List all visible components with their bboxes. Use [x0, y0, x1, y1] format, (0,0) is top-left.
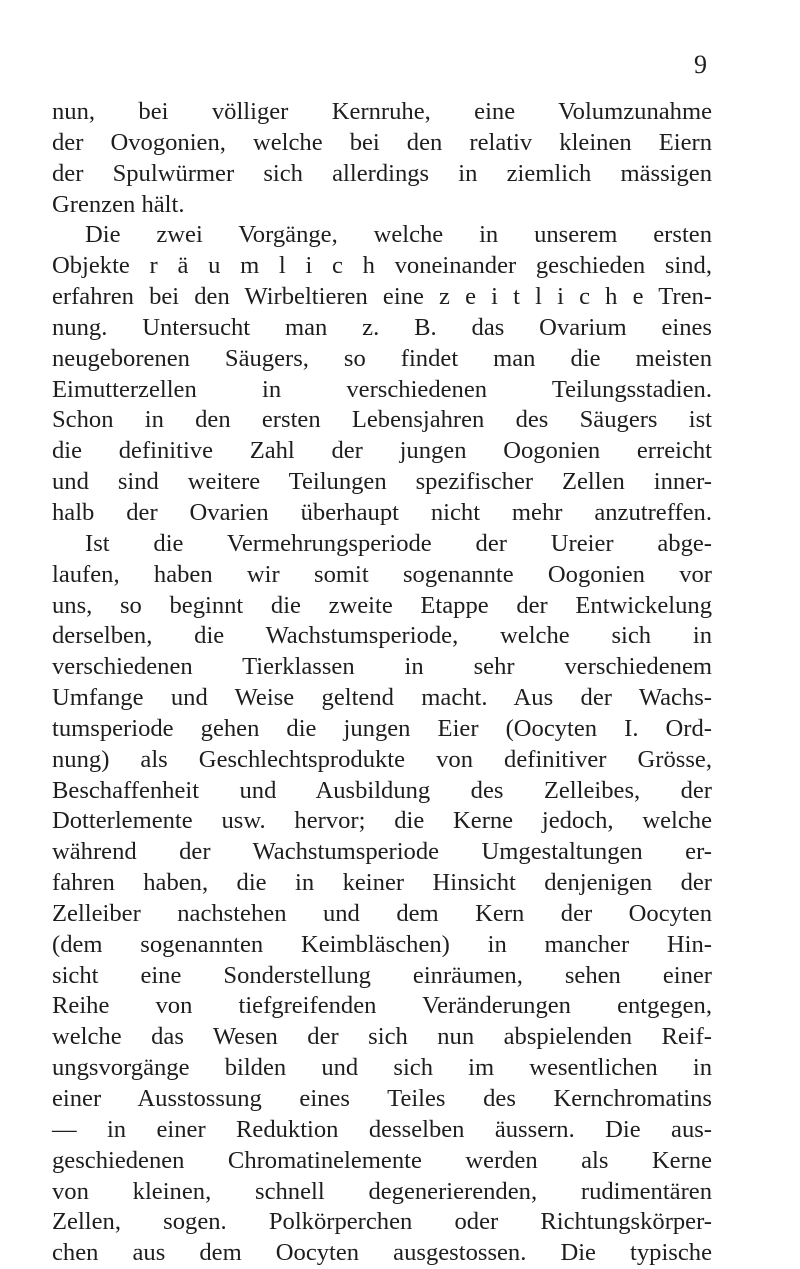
text-line: fahren haben, die in keiner Hinsicht denjenigen der — [52, 869, 712, 897]
text-line: Ist die Vermehrungsperiode der Ureier abge- — [85, 529, 712, 557]
text-line: und sind weitere Teilungen spezifischer Zellen inner- — [52, 468, 712, 496]
text-line: sicht eine Sonderstellung einräumen, sehen einer — [52, 961, 712, 989]
text-line: halb der Ovarien überhaupt nicht mehr anzutreffen. — [52, 498, 712, 526]
text-line: tumsperiode gehen die jungen Eier (Oocyten I. Ord- — [52, 714, 712, 742]
text-line: Grenzen hält. — [52, 190, 185, 218]
text-line: derselben, die Wachstumsperiode, welche sich in — [52, 622, 712, 650]
text-line: ungsvorgänge bilden und sich im wesentlichen in — [52, 1054, 712, 1082]
text-line: während der Wachstumsperiode Umgestaltungen er- — [52, 838, 712, 866]
text-line: von kleinen, schnell degenerierenden, rudimentären — [52, 1177, 712, 1205]
text-line: (dem sogenannten Keimbläschen) in mancher Hin- — [52, 930, 712, 958]
text-line: verschiedenen Tierklassen in sehr verschiedenem — [52, 653, 712, 681]
text-line: erfahren bei den Wirbeltieren eine z e i t l i c h e Tren- — [52, 283, 712, 311]
text-line: Zelleiber nachstehen und dem Kern der Oocyten — [52, 899, 712, 927]
text-line: nun, bei völliger Kernruhe, eine Volumzunahme — [52, 98, 712, 125]
text-line: uns, so beginnt die zweite Etappe der Entwickelung — [52, 591, 712, 619]
text-line: Objekte r ä u m l i c h voneinander geschieden sind, — [52, 252, 712, 280]
text-line: der Spulwürmer sich allerdings in ziemlich mässigen — [52, 159, 712, 187]
page-number: 9 — [694, 50, 707, 79]
text-line: Umfange und Weise geltend macht. Aus der Wachs- — [52, 684, 712, 712]
text-line: die definitive Zahl der jungen Oogonien erreicht — [52, 437, 712, 465]
text-line: der Ovogonien, welche bei den relativ kleinen Eiern — [52, 128, 712, 156]
text-line: Eimutterzellen in verschiedenen Teilungsstadien. — [52, 375, 712, 403]
text-line: Zellen, sogen. Polkörperchen oder Richtungskörper- — [52, 1208, 712, 1236]
body-text — [52, 97, 712, 1269]
text-line: geschiedenen Chromatinelemente werden als Kerne — [52, 1146, 712, 1174]
text-line: laufen, haben wir somit sogenannte Oogonien vor — [52, 560, 712, 588]
text-line: Reihe von tiefgreifenden Veränderungen entgegen, — [52, 992, 712, 1020]
text-line: Dotterlemente usw. hervor; die Kerne jedoch, welche — [52, 807, 712, 835]
text-line: Schon in den ersten Lebensjahren des Säugers ist — [52, 406, 712, 434]
text-line: neugeborenen Säugers, so findet man die meisten — [52, 344, 712, 372]
text-line: welche das Wesen der sich nun abspielenden Reif- — [52, 1023, 712, 1051]
text-line: — in einer Reduktion desselben äussern. Die aus- — [52, 1115, 712, 1143]
text-line: Die zwei Vorgänge, welche in unserem ersten — [85, 221, 712, 249]
text-line: Beschaffenheit und Ausbildung des Zelleibes, der — [52, 776, 712, 804]
text-line: einer Ausstossung eines Teiles des Kernchromatins — [52, 1085, 712, 1112]
text-line: chen aus dem Oocyten ausgestossen. Die typische — [52, 1239, 712, 1267]
text-line: nung. Untersucht man z. B. das Ovarium eines — [52, 313, 712, 341]
text-line: nung) als Geschlechtsprodukte von definitiver Grösse, — [52, 745, 712, 773]
